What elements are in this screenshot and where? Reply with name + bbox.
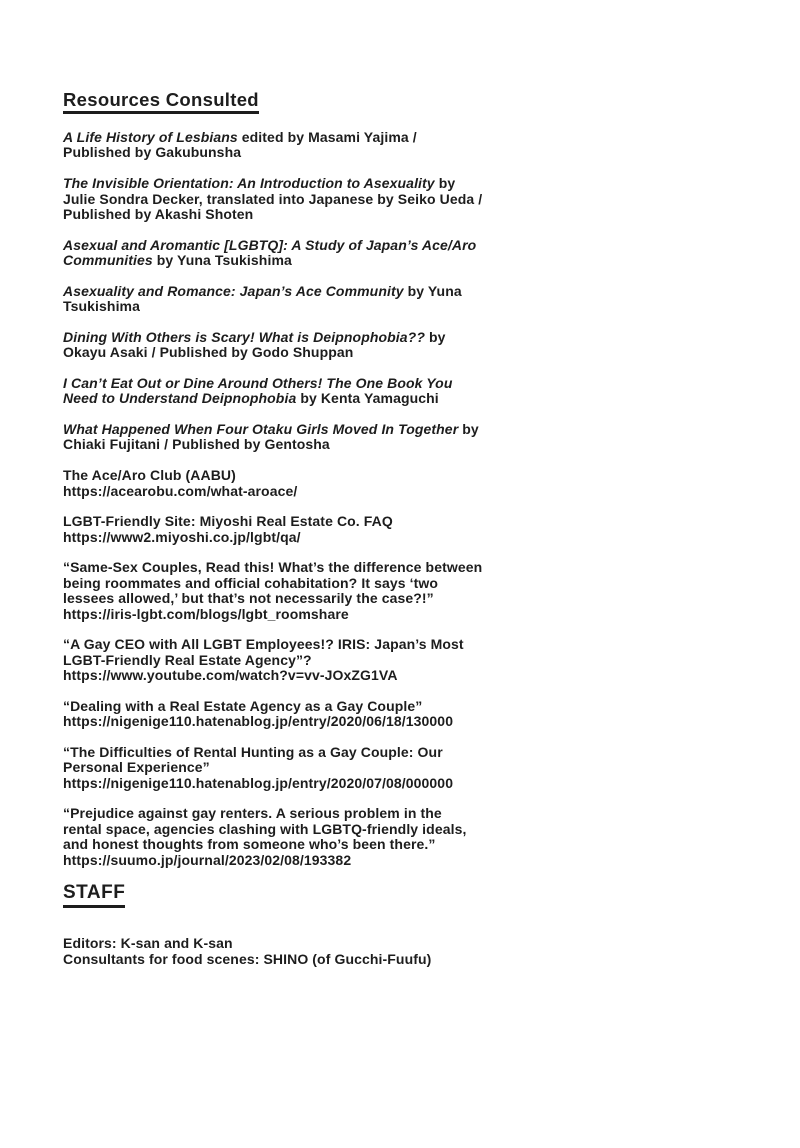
text-regular: Published by Akashi Shoten xyxy=(63,205,254,222)
text-line xyxy=(63,560,740,575)
text-line xyxy=(63,837,740,852)
text-regular: “Dealing with a Real Estate Agency as a Gay Couple” xyxy=(63,697,423,714)
text-line xyxy=(63,207,740,222)
url-text xyxy=(63,853,740,868)
text-line xyxy=(63,330,740,345)
text-regular: The Ace/Aro Club (AABU) xyxy=(63,467,236,484)
resource-item-website xyxy=(63,514,740,545)
resource-item-book xyxy=(63,422,740,453)
text-regular: https://nigenige110.hatenablog.jp/entry/2020/07/08/000000 xyxy=(63,774,454,791)
staff-credits xyxy=(63,936,740,967)
text-line xyxy=(63,745,740,760)
resource-item-book xyxy=(63,130,740,161)
text-line xyxy=(63,391,740,406)
book-title: Asexuality and Romance: Japan’s Ace Community xyxy=(63,282,404,299)
text-regular: by Kenta Yamaguchi xyxy=(296,390,439,407)
url-text xyxy=(63,530,740,545)
text-regular: Personal Experience” xyxy=(63,759,210,776)
book-title: Asexual and Aromantic [LGBTQ]: A Study of Japan’s Ace/Aro xyxy=(63,236,477,253)
book-title: A Life History of Lesbians xyxy=(63,129,238,145)
url-text xyxy=(63,668,740,683)
url-text xyxy=(63,484,740,499)
text-line xyxy=(63,345,740,360)
resource-item-book xyxy=(63,284,740,315)
text-regular: Julie Sondra Decker, translated into Japanese by Seiko Ueda / xyxy=(63,190,483,207)
text-line xyxy=(63,176,740,191)
text-line xyxy=(63,192,740,207)
staff-section xyxy=(63,883,740,967)
text-regular: “Prejudice against gay renters. A serious problem in the xyxy=(63,805,442,822)
text-regular: https://suumo.jp/journal/2023/02/08/193382 xyxy=(63,851,352,868)
text-regular: lessees allowed,’ but that’s not necessarily the case?!” xyxy=(63,590,434,607)
text-line xyxy=(63,376,740,391)
text-line xyxy=(63,130,740,145)
text-line xyxy=(63,253,740,268)
text-regular: https://iris-lgbt.com/blogs/lgbt_roomshare xyxy=(63,605,349,622)
book-title: I Can’t Eat Out or Dine Around Others! The One Book You xyxy=(63,374,453,391)
text-line xyxy=(63,145,740,160)
resource-item-website xyxy=(63,560,740,622)
url-text xyxy=(63,776,740,791)
text-line xyxy=(63,284,740,299)
book-title: What Happened When Four Otaku Girls Moved In Together xyxy=(63,421,459,438)
resource-item-website xyxy=(63,699,740,730)
resource-item-website xyxy=(63,806,740,868)
text-regular: and honest thoughts from someone who’s been there.” xyxy=(63,836,436,853)
book-title: The Invisible Orientation: An Introduction to Asexuality xyxy=(63,175,435,192)
text-regular: LGBT-Friendly Site: Miyoshi Real Estate Co. FAQ xyxy=(63,513,393,530)
text-regular: https://www.youtube.com/watch?v=vv-JOxZG1VA xyxy=(63,667,398,684)
resource-item-book xyxy=(63,176,740,222)
text-regular: by Yuna Tsukishima xyxy=(152,252,292,269)
text-regular: https://acearobu.com/what-aroace/ xyxy=(63,482,298,499)
text-line xyxy=(63,468,740,483)
text-line xyxy=(63,422,740,437)
text-regular: “The Difficulties of Rental Hunting as a Gay Couple: Our xyxy=(63,743,443,760)
text-line xyxy=(63,591,740,606)
resource-item-book xyxy=(63,376,740,407)
text-line xyxy=(63,637,740,652)
staff-line-consultants: Consultants for food scenes: SHINO (of Gucchi-Fuufu) xyxy=(63,950,432,967)
text-regular: by xyxy=(425,328,446,345)
resource-item-website xyxy=(63,468,740,499)
resource-item-website xyxy=(63,745,740,791)
resources-heading: Resources Consulted xyxy=(63,90,259,114)
text-regular: “A Gay CEO with All LGBT Employees!? IRIS: Japan’s Most xyxy=(63,636,464,653)
text-regular: Published by Gakubunsha xyxy=(63,144,242,161)
text-line xyxy=(63,437,740,452)
text-regular: by xyxy=(458,421,479,438)
staff-heading: STAFF xyxy=(63,883,125,908)
text-line xyxy=(63,760,740,775)
text-line xyxy=(63,653,740,668)
text-line xyxy=(63,806,740,821)
text-line xyxy=(63,699,740,714)
resource-item-book xyxy=(63,330,740,361)
text-regular: “Same-Sex Couples, Read this! What’s the difference between xyxy=(63,559,483,576)
text-line xyxy=(63,576,740,591)
text-regular: edited by Masami Yajima / xyxy=(237,129,417,145)
book-title: Communities xyxy=(63,252,153,269)
text-regular: LGBT-Friendly Real Estate Agency”? xyxy=(63,651,312,668)
staff-line-editors: Editors: K-san and K-san xyxy=(63,935,233,952)
resources-section xyxy=(63,90,740,868)
text-regular: by Yuna xyxy=(403,282,462,299)
text-line xyxy=(63,822,740,837)
url-text xyxy=(63,714,740,729)
book-title: Dining With Others is Scary! What is Deipnophobia?? xyxy=(63,328,425,345)
text-regular: rental space, agencies clashing with LGBTQ-friendly ideals, xyxy=(63,820,467,837)
text-line xyxy=(63,238,740,253)
text-regular: by xyxy=(434,175,456,192)
text-regular: Okayu Asaki / Published by Godo Shuppan xyxy=(63,344,354,361)
text-regular: https://www2.miyoshi.co.jp/lgbt/qa/ xyxy=(63,528,301,545)
resource-item-website xyxy=(63,637,740,683)
text-line xyxy=(63,299,740,314)
text-line xyxy=(63,514,740,529)
text-regular: being roommates and official cohabitation? It says ‘two xyxy=(63,574,438,591)
book-title: Need to Understand Deipnophobia xyxy=(63,390,297,407)
url-text xyxy=(63,607,740,622)
text-regular: Chiaki Fujitani / Published by Gentosha xyxy=(63,436,330,453)
text-regular: Tsukishima xyxy=(63,298,140,315)
text-regular: https://nigenige110.hatenablog.jp/entry/2020/06/18/130000 xyxy=(63,713,454,730)
resource-item-book xyxy=(63,238,740,269)
